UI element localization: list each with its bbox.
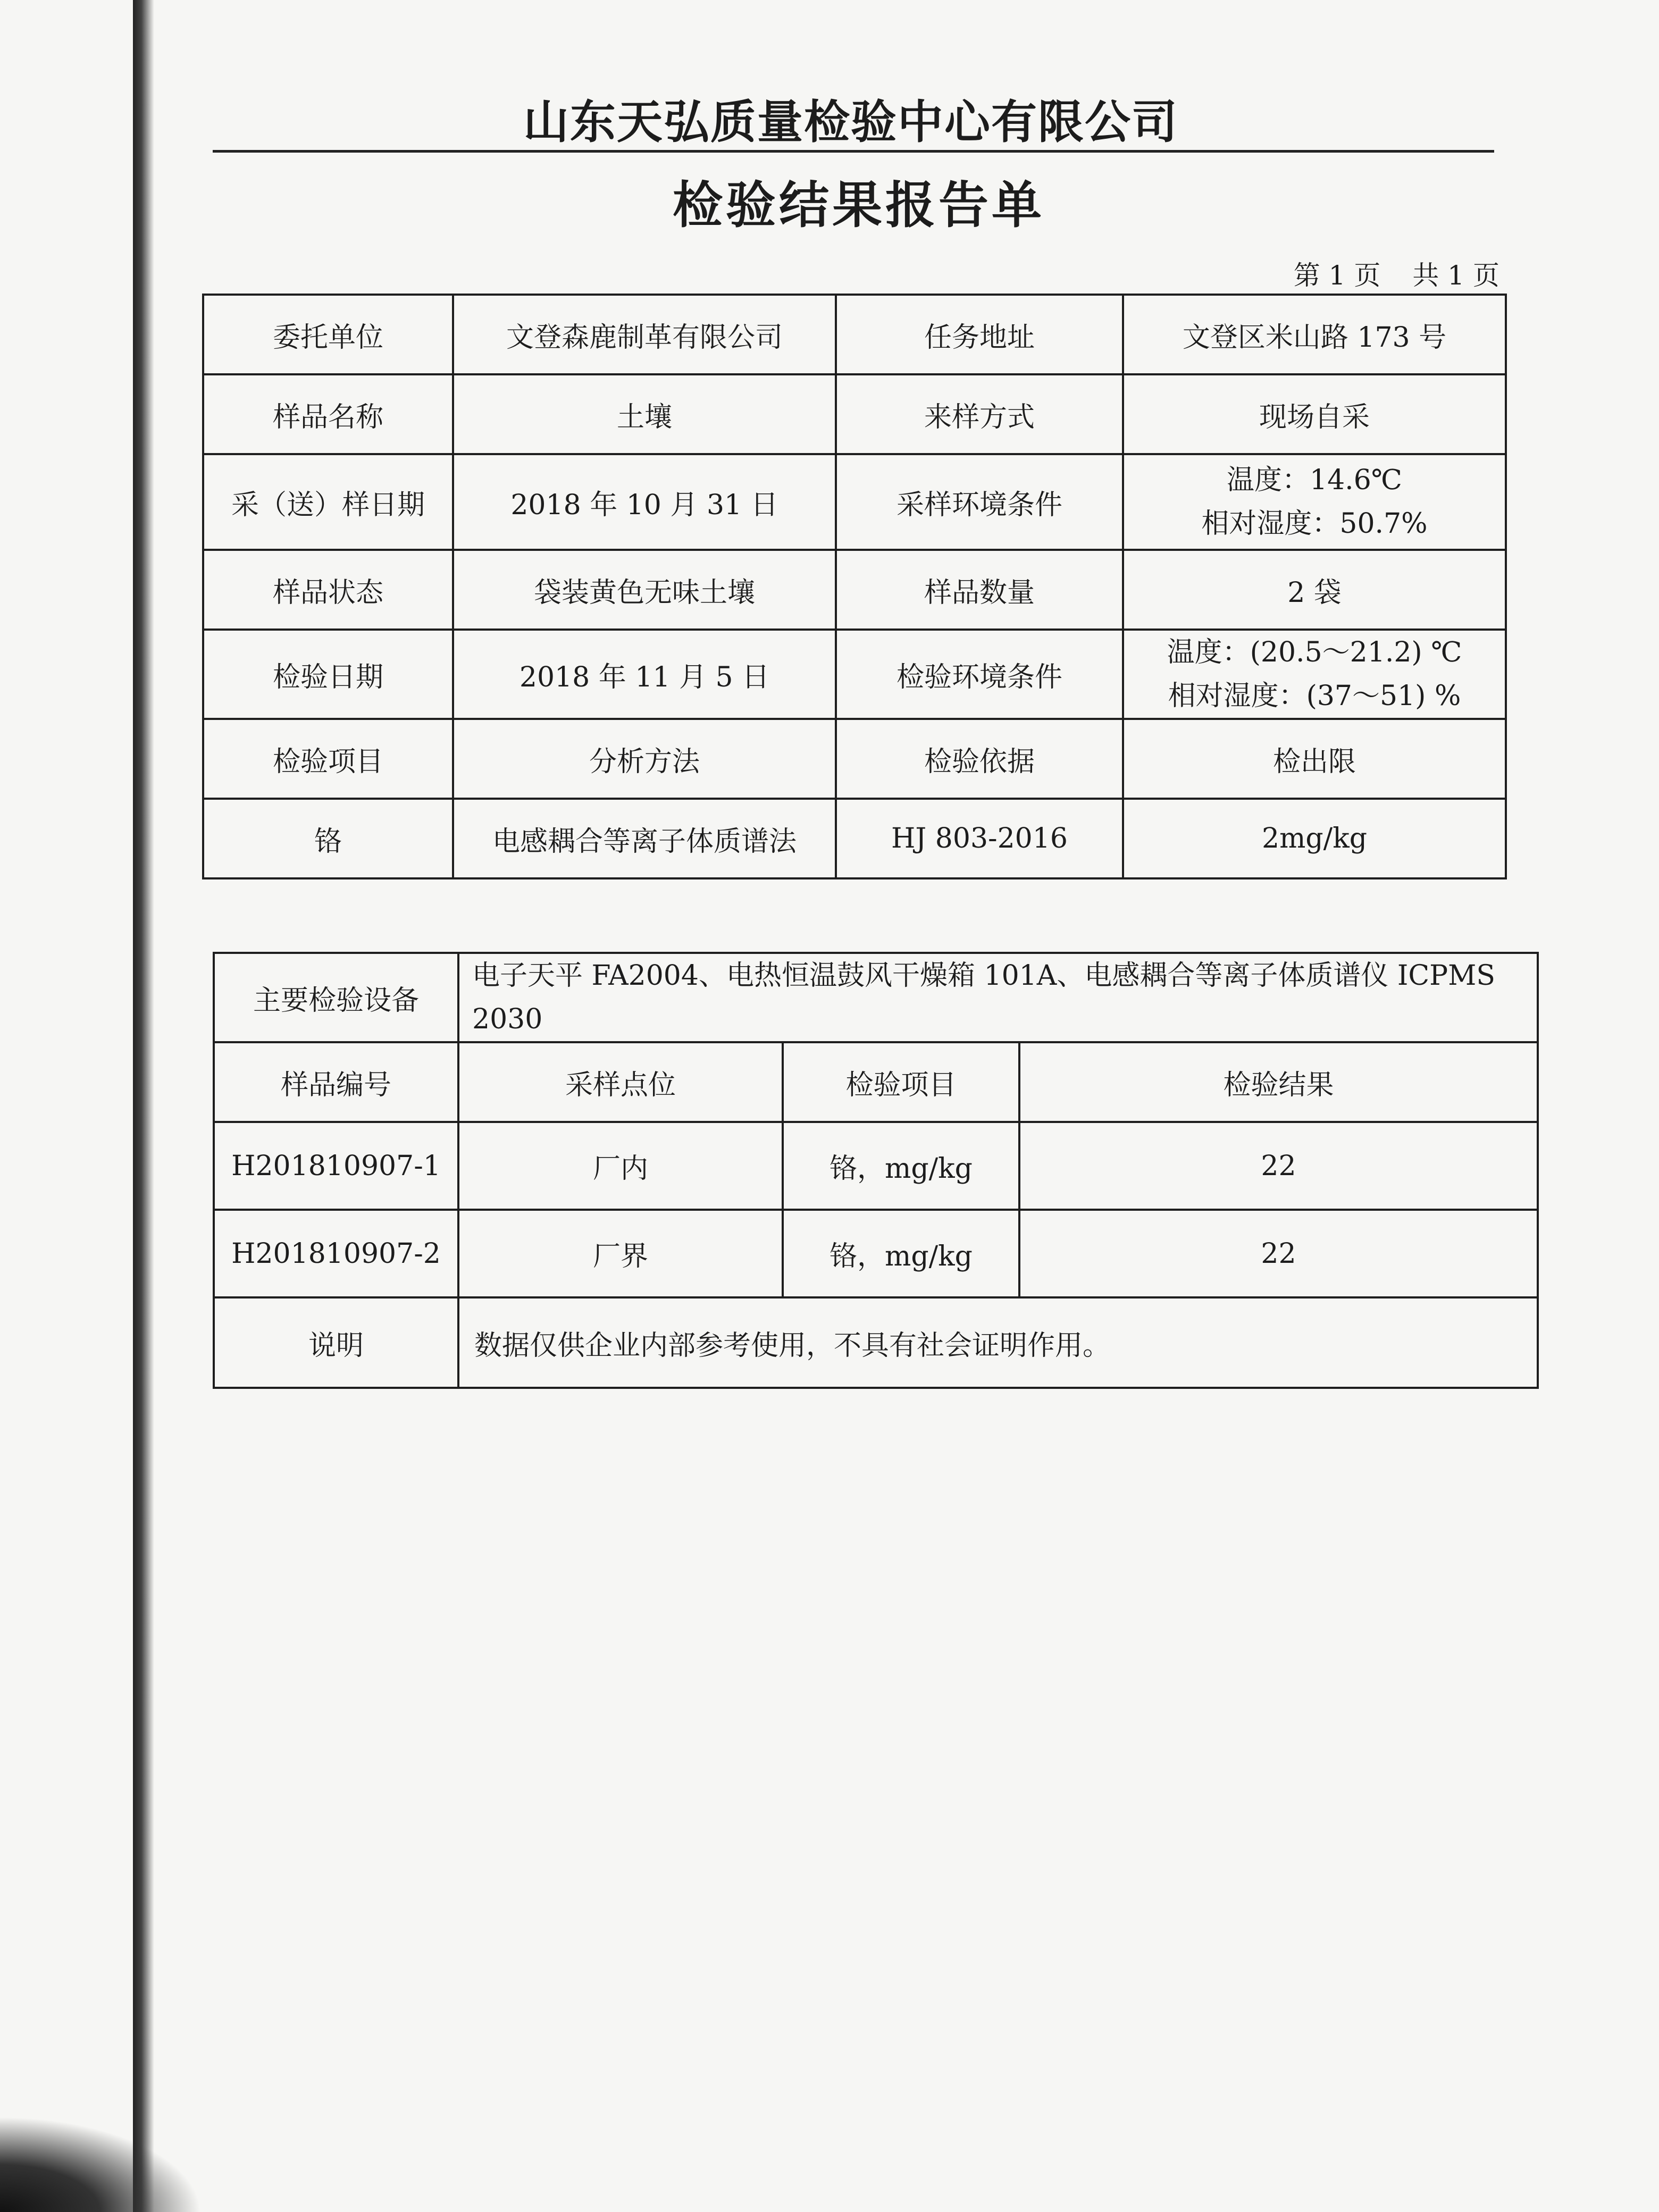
- equipment-label: 主要检验设备: [214, 953, 458, 1042]
- test-env-label: 检验环境条件: [836, 630, 1123, 719]
- page-total: 共 1 页: [1412, 260, 1499, 291]
- method-limit: 2mg/kg: [1123, 799, 1506, 878]
- method-header-item: 检验项目: [203, 719, 453, 799]
- test-env-humidity: 相对湿度：(37～51) %: [1168, 680, 1461, 712]
- table-row: [203, 295, 1506, 374]
- method-basis: HJ 803-2016: [836, 799, 1123, 878]
- results-header-point: 采样点位: [458, 1042, 783, 1122]
- sample-qty-value: 2 袋: [1123, 550, 1506, 630]
- page-indicator: [1223, 254, 1499, 292]
- table-row: [214, 1297, 1538, 1388]
- test-env-value: [1123, 630, 1506, 719]
- sampling-env-value: [1123, 454, 1506, 550]
- sampling-method-value: 现场自采: [1123, 374, 1506, 454]
- test-date-value: 2018 年 11 月 5 日: [453, 630, 836, 719]
- results-header-id: 样品编号: [214, 1042, 458, 1122]
- result-point: 厂界: [458, 1210, 783, 1297]
- method-item: 铬: [203, 799, 453, 878]
- result-item: 铬，mg/kg: [783, 1210, 1019, 1297]
- table-row: [203, 550, 1506, 630]
- note-value: 数据仅供企业内部参考使用，不具有社会证明作用。: [458, 1297, 1538, 1388]
- test-date-label: 检验日期: [203, 630, 453, 719]
- table-row: [203, 630, 1506, 719]
- equipment-value: 电子天平 FA2004、电热恒温鼓风干燥箱 101A、电感耦合等离子体质谱仪 ICPMS 2030: [458, 953, 1538, 1042]
- page-number: 第 1 页: [1293, 260, 1381, 291]
- method-header-basis: 检验依据: [836, 719, 1123, 799]
- table-row: [214, 953, 1538, 1042]
- company-name: 山东天弘质量检验中心有限公司: [523, 96, 1178, 149]
- sample-name-label: 样品名称: [203, 374, 453, 454]
- result-point: 厂内: [458, 1122, 783, 1210]
- result-item: 铬，mg/kg: [783, 1122, 1019, 1210]
- test-env-temp: 温度：(20.5～21.2) ℃: [1167, 636, 1462, 668]
- scan-corner-shadow: [0, 2116, 202, 2212]
- header-rule: [213, 150, 1494, 153]
- table-row: [203, 799, 1506, 878]
- report-title: 检验结果报告单: [672, 177, 1045, 234]
- client-value: 文登森鹿制革有限公司: [453, 295, 836, 374]
- info-table: [202, 294, 1507, 879]
- sampling-date-label: 采（送）样日期: [203, 454, 453, 550]
- table-row: [214, 1042, 1538, 1122]
- sampling-method-label: 来样方式: [836, 374, 1123, 454]
- result-value: 22: [1019, 1210, 1538, 1297]
- result-value: 22: [1019, 1122, 1538, 1210]
- results-table: [213, 952, 1539, 1389]
- table-row: [203, 719, 1506, 799]
- sampling-env-label: 采样环境条件: [836, 454, 1123, 550]
- address-value: 文登区米山路 173 号: [1123, 295, 1506, 374]
- method-header-limit: 检出限: [1123, 719, 1506, 799]
- result-sample-id: H201810907-1: [214, 1122, 458, 1210]
- client-label: 委托单位: [203, 295, 453, 374]
- table-row: [203, 374, 1506, 454]
- method-method: 电感耦合等离子体质谱法: [453, 799, 836, 878]
- sample-name-value: 土壤: [453, 374, 836, 454]
- results-header-result: 检验结果: [1019, 1042, 1538, 1122]
- results-header-item: 检验项目: [783, 1042, 1019, 1122]
- scan-binding-shadow: [133, 0, 154, 2212]
- method-header-method: 分析方法: [453, 719, 836, 799]
- table-row: [203, 454, 1506, 550]
- note-label: 说明: [214, 1297, 458, 1388]
- sample-state-label: 样品状态: [203, 550, 453, 630]
- table-row: [214, 1210, 1538, 1297]
- sampling-env-humidity: 相对湿度：50.7%: [1201, 508, 1428, 540]
- address-label: 任务地址: [836, 295, 1123, 374]
- result-sample-id: H201810907-2: [214, 1210, 458, 1297]
- sampling-date-value: 2018 年 10 月 31 日: [453, 454, 836, 550]
- sampling-env-temp: 温度：14.6℃: [1227, 464, 1402, 496]
- table-row: [214, 1122, 1538, 1210]
- sample-state-value: 袋装黄色无味土壤: [453, 550, 836, 630]
- sample-qty-label: 样品数量: [836, 550, 1123, 630]
